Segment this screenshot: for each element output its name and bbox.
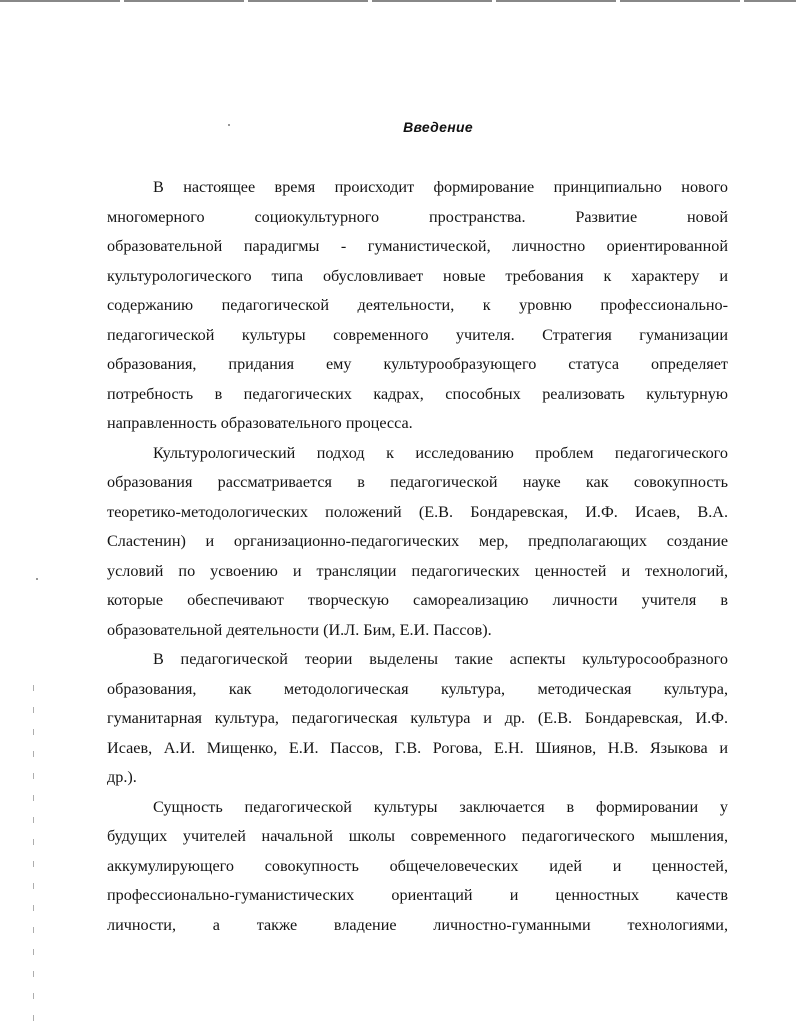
- text-line: Сущность педагогической культуры заключается в формировании у: [153, 797, 728, 816]
- text-line: Культурологический подход к исследованию проблем педагогического: [153, 443, 728, 462]
- text-line: профессионально-гуманистических ориентаций и ценностных качеств: [107, 886, 728, 904]
- text-line: образования, как методологическая культура, методическая культура,: [107, 679, 728, 698]
- text-line: Сластенин) и организационно-педагогических мер, предполагающих создание: [107, 532, 728, 550]
- scan-top-edge: [0, 0, 796, 2]
- text-line: многомерного социокультурного пространства. Развитие новой: [107, 207, 728, 226]
- text-line: направленность образовательного процесса.: [107, 414, 413, 432]
- text-line: которые обеспечивают творческую самореализацию личности учителя в: [107, 591, 728, 609]
- text-line: др.).: [107, 768, 137, 786]
- text-line: потребность в педагогических кадрах, способных реализовать культурную: [107, 384, 728, 403]
- text-line: условий по усвоению и трансляции педагогических ценностей и технологий,: [107, 561, 728, 580]
- page-title: Введение: [403, 119, 473, 135]
- text-line: аккумулирующего совокупность общечеловеческих идей и ценностей,: [107, 856, 728, 875]
- text-line: образования рассматривается в педагогической науке как совокупность: [107, 473, 728, 491]
- text-line: В настоящее время происходит формирование принципиально нового: [153, 178, 728, 196]
- text-line: образования, придания ему культурообразующего статуса определяет: [107, 355, 728, 373]
- text-line: будущих учителей начальной школы современного педагогического мышления,: [107, 827, 728, 845]
- scan-speck: [36, 578, 38, 580]
- scan-left-edge: [33, 685, 34, 1025]
- text-line: личности, а также владение личностно-гуманными технологиями,: [107, 915, 728, 934]
- text-line: культурологического типа обусловливает новые требования к характеру и: [107, 266, 728, 285]
- text-line: В педагогической теории выделены такие аспекты культуросообразного: [153, 650, 728, 668]
- text-line: педагогической культуры современного учителя. Стратегия гуманизации: [107, 325, 728, 344]
- text-line: содержанию педагогической деятельности, к уровню профессионально-: [107, 296, 728, 314]
- text-line: образовательной парадигмы - гуманистической, личностно ориентированной: [107, 237, 728, 255]
- body-text: [107, 173, 728, 940]
- text-line: гуманитарная культура, педагогическая культура и др. (Е.В. Бондаревская, И.Ф.: [107, 709, 728, 727]
- text-line: Исаев, А.И. Мищенко, Е.И. Пассов, Г.В. Рогова, Е.Н. Шиянов, Н.В. Языкова и: [107, 738, 728, 757]
- text-line: теоретико-методологических положений (Е.В. Бондаревская, И.Ф. Исаев, В.А.: [107, 502, 728, 521]
- text-line: образовательной деятельности (И.Л. Бим, Е.И. Пассов).: [107, 620, 492, 639]
